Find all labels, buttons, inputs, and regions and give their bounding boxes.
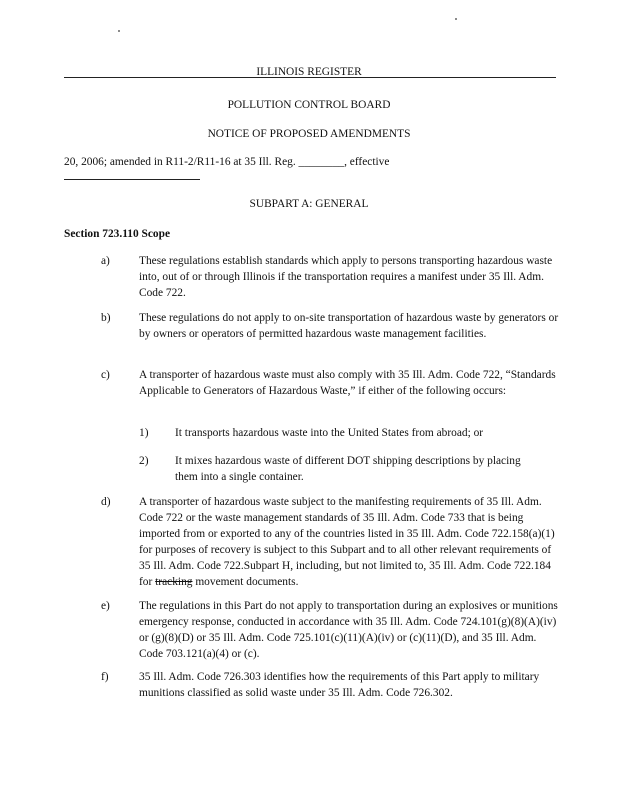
section-heading: Section 723.110 Scope [64,228,170,240]
subsection-text: A transporter of hazardous waste must also comply with 35 Ill. Adm. Code 722, “Standards Applicable to Generators of Hazardous Waste,” if either of the following occurs: [139,369,556,397]
subsection-text: It transports hazardous waste into the United States from abroad; or [175,427,484,439]
subsection-label: b) [101,312,111,324]
subsection-label: a) [101,255,110,267]
register-title: ILLINOIS REGISTER [256,66,362,78]
subsection-label: c) [101,369,110,381]
subsection-label: d) [101,496,111,508]
deleted-text: tracking [155,576,193,588]
scan-speck [455,18,457,20]
subsection-text: It mixes hazardous waste of different DOT shipping descriptions by placing them into a single container. [175,455,521,483]
scan-speck [118,30,120,32]
subsection-label: 2) [139,455,149,467]
notice-title: NOTICE OF PROPOSED AMENDMENTS [207,128,411,140]
subsection-label: 1) [139,427,149,439]
subsection-label: f) [101,671,109,683]
subsection-text: 35 Ill. Adm. Code 726.303 identifies how the requirements of this Part apply to military munitions classified as solid waste under 35 Ill. Adm. Code 726.302. [139,671,540,699]
subsection-text [139,494,559,590]
header-rule [64,77,556,78]
subsection-text: The regulations in this Part do not apply to transportation during an explosives or munitions emergency response, conducted in accordance with 35 Ill. Adm. Code 724.101(g)(8)(A)(iv) or (g)(8)(D) or 35 Ill. Adm. Code 725.101(c)(11)(A)(iv) or (c)(11)(D), and 35 Ill. Adm. Code 703.121(a)(4) or (c). [139,600,558,660]
subsection-text: These regulations do not apply to on-site transportation of hazardous waste by generators or by owners or operators of permitted hazardous waste management facilities. [139,312,559,340]
subpart-heading: SUBPART A: GENERAL [249,198,369,210]
effective-date-blank [64,179,200,180]
board-title: POLLUTION CONTROL BOARD [227,99,391,111]
text-before-deletion: A transporter of hazardous waste subject to the manifesting requirements of 35 Ill. Adm. Code 722 or the waste management standards of 35 Ill. Adm. Code 733 that is being imported from or exported to any of the countries listed in 35 Ill. Adm. Code 722.158(a)(1) for purposes of recovery is subject to this Subpart and to all other relevant requirements of 35 Ill. Adm. Code 722.Subpart H, including, but not limited to, 35 Ill. Adm. Code 722.184 for [139,496,555,588]
source-note: 20, 2006; amended in R11-2/R11-16 at 35 Ill. Reg. ________, effective [64,156,390,168]
text-after-deletion: movement documents. [192,576,299,588]
subsection-text: These regulations establish standards which apply to persons transporting hazardous waste into, out of or through Illinois if the transportation requires a manifest under 35 Ill. Adm. Code 722. [139,255,553,299]
subsection-label: e) [101,600,110,612]
